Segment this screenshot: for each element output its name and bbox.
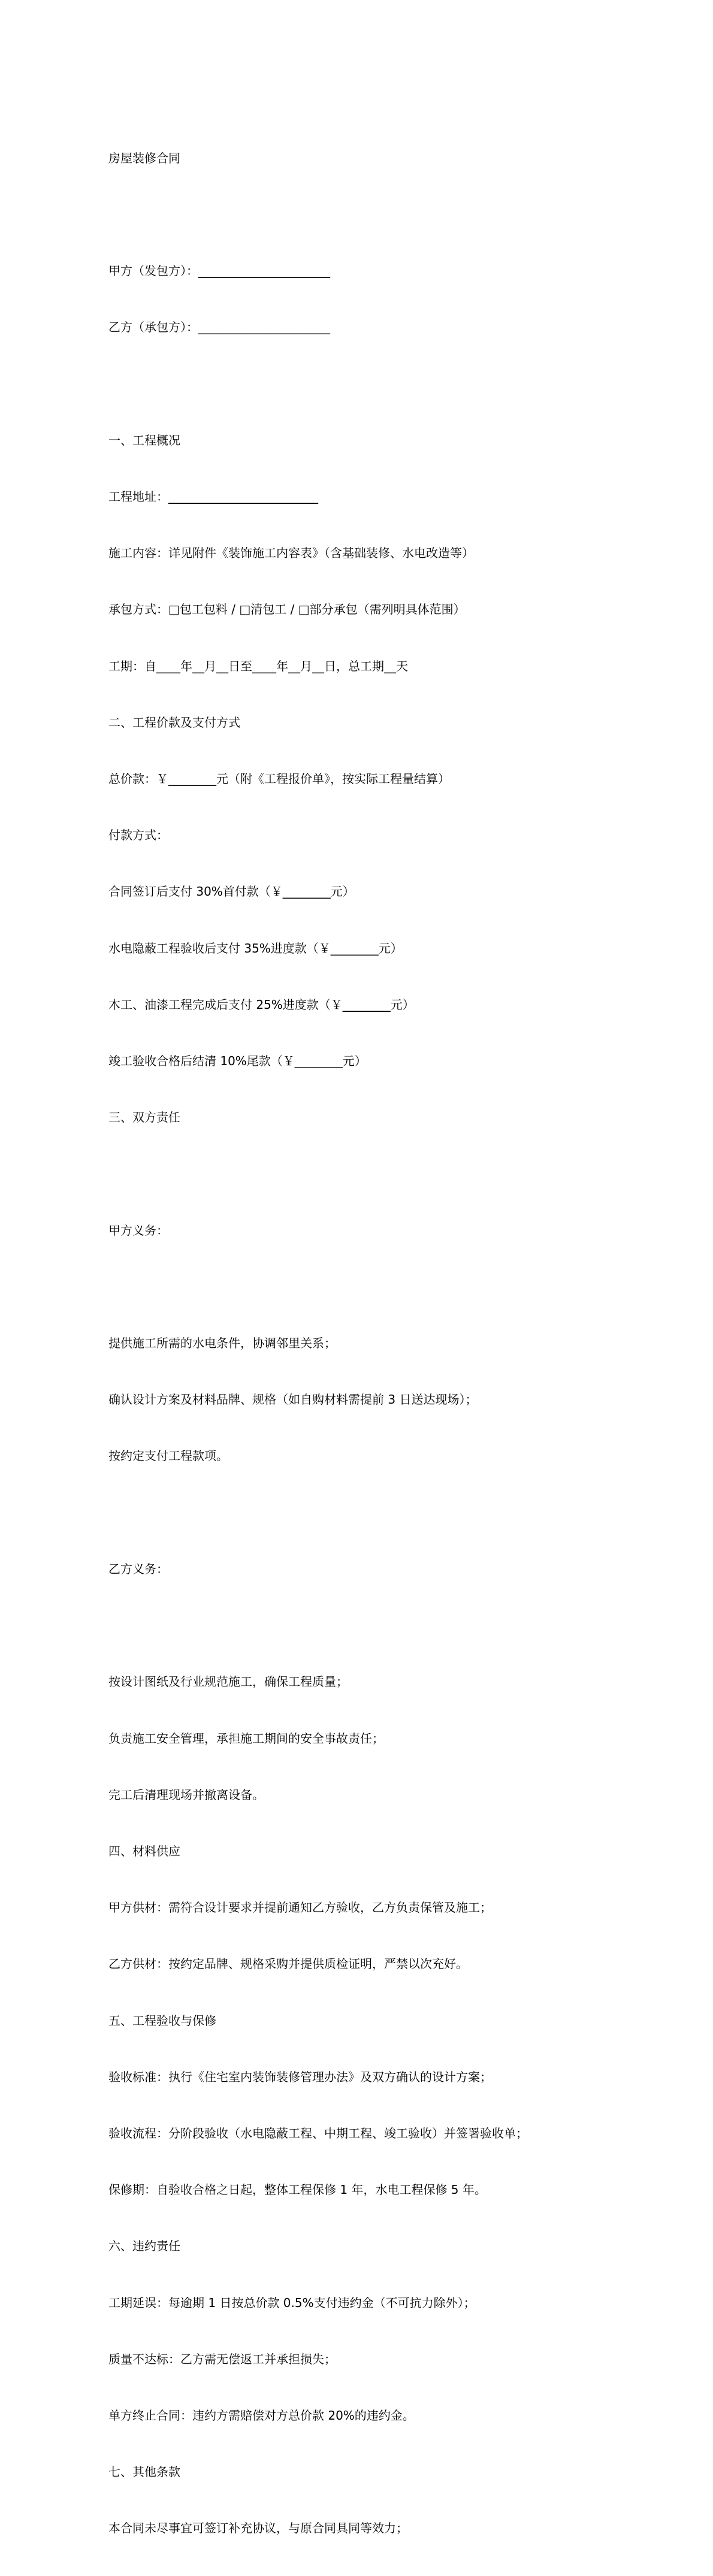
- section-heading: 七、其他条款: [108, 2465, 180, 2480]
- paragraph-line: 质量不达标：乙方需无偿返工并承担损失；: [108, 2351, 336, 2366]
- blank-line: [108, 205, 648, 224]
- paragraph-line: 乙方供材：按约定品牌、规格采购并提供质检证明，严禁以次充好。: [108, 1957, 468, 1972]
- subheading: 乙方义务：: [108, 1561, 168, 1576]
- blank-line: [108, 1504, 648, 1522]
- paragraph-line: 完工后清理现场并撤离设备。: [108, 1787, 264, 1802]
- document-title: 房屋装修合同: [108, 150, 180, 165]
- paragraph-line: 负责施工安全管理，承担施工期间的安全事故责任；: [108, 1731, 384, 1746]
- section-heading: 六、违约责任: [108, 2239, 180, 2254]
- paragraph-line: 水电隐蔽工程验收后支付 35%进度款（￥________元）: [108, 941, 403, 956]
- paragraph-line: 验收流程：分阶段验收（水电隐蔽工程、中期工程、竣工验收）并签署验收单；: [108, 2125, 528, 2140]
- section-heading: 四、材料供应: [108, 1843, 180, 1858]
- party-b-line: 乙方（承包方）：______________________: [108, 320, 330, 335]
- paragraph-line: 甲方供材：需符合设计要求并提前通知乙方验收，乙方负责保管及施工；: [108, 1900, 492, 1915]
- blank-line: [108, 1616, 648, 1635]
- blank-line: [108, 1278, 648, 1296]
- paragraph-line: 总价款：￥________元（附《工程报价单》，按实际工程量结算）: [108, 772, 450, 787]
- paragraph-line: 确认设计方案及材料品牌、规格（如自购材料需提前 3 日送达现场）；: [108, 1392, 478, 1407]
- paragraph-line: 提供施工所需的水电条件，协调邻里关系；: [108, 1336, 336, 1351]
- paragraph-line: 验收标准：执行《住宅室内装饰装修管理办法》及双方确认的设计方案；: [108, 2069, 492, 2084]
- paragraph-line: 付款方式：: [108, 828, 168, 843]
- section-heading: 三、双方责任: [108, 1110, 180, 1125]
- paragraph-line: 竣工验收合格后结清 10%尾款（￥________元）: [108, 1054, 367, 1069]
- paragraph-line: 工期：自____年__月__日至____年__月__日，总工期__天: [108, 658, 408, 673]
- paragraph-line: 工程地址：_________________________: [108, 489, 318, 504]
- paragraph-line: 按约定支付工程款项。: [108, 1449, 228, 1464]
- blank-line: [108, 375, 648, 394]
- paragraph-line: 本合同未尽事宜可签订补充协议，与原合同具同等效力；: [108, 2521, 408, 2536]
- section-heading: 五、工程验收与保修: [108, 2013, 216, 2028]
- section-heading: 一、工程概况: [108, 433, 180, 448]
- document-body: [108, 111, 648, 2576]
- paragraph-line: 木工、油漆工程完成后支付 25%进度款（￥________元）: [108, 997, 415, 1012]
- paragraph-line: 保修期：自验收合格之日起，整体工程保修 1 年，水电工程保修 5 年。: [108, 2182, 487, 2197]
- paragraph-line: 单方终止合同：违约方需赔偿对方总价款 20%的违约金。: [108, 2408, 415, 2423]
- section-heading: 二、工程价款及支付方式: [108, 715, 240, 730]
- paragraph-line: 承包方式：□包工包料 / □清包工 / □部分承包（需列明具体范围）: [108, 602, 466, 617]
- party-a-line: 甲方（发包方）：______________________: [108, 264, 330, 279]
- paragraph-line: 按设计图纸及行业规范施工，确保工程质量；: [108, 1674, 348, 1689]
- paragraph-line: 施工内容：详见附件《装饰施工内容表》（含基础装修、水电改造等）: [108, 546, 474, 561]
- blank-line: [108, 1165, 648, 1183]
- paragraph-line: 合同签订后支付 30%首付款（￥________元）: [108, 884, 355, 899]
- paragraph-line: 工期延误：每逾期 1 日按总价款 0.5%支付违约金（不可抗力除外）；: [108, 2295, 476, 2310]
- subheading: 甲方义务：: [108, 1223, 168, 1238]
